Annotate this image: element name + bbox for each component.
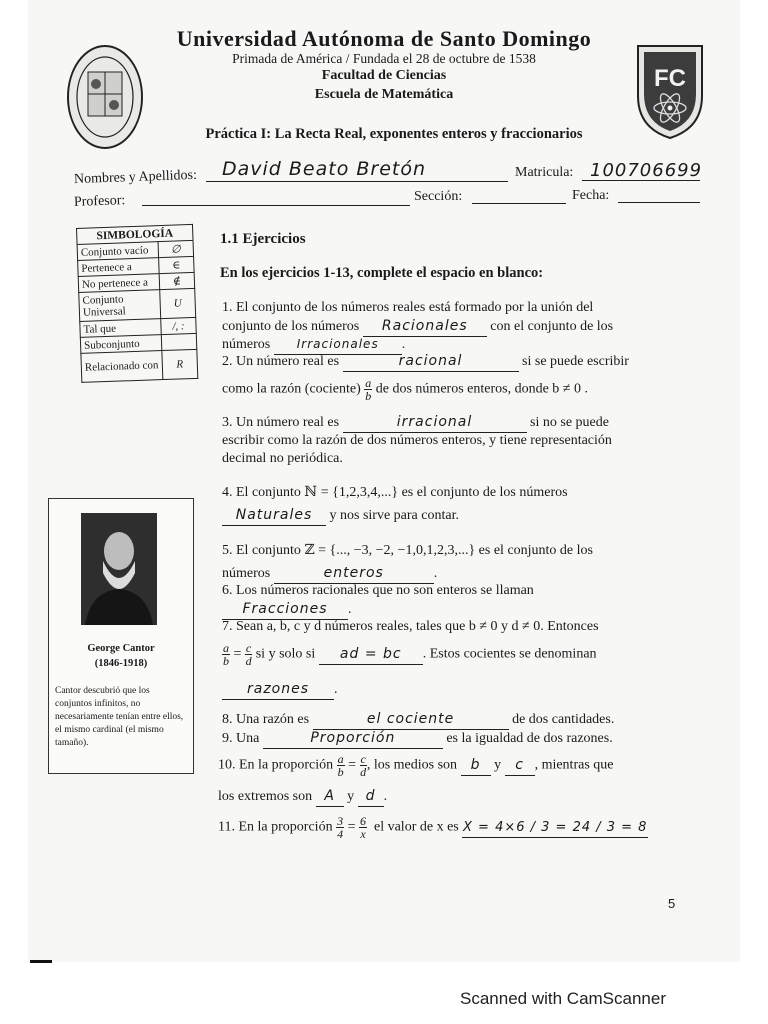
q2-answer[interactable]: racional bbox=[343, 352, 519, 372]
exercise-7-line-2 bbox=[222, 642, 597, 667]
q10-text-5: los extremos son bbox=[218, 789, 313, 804]
q1-text-3: números bbox=[222, 337, 271, 352]
q4-text-2: y nos sirve para contar. bbox=[329, 508, 459, 523]
q10-text-4: , mientras que bbox=[534, 757, 614, 773]
q1-answer-2[interactable]: Irracionales bbox=[274, 335, 402, 355]
symbology-title: SIMBOLOGÍA bbox=[77, 224, 193, 244]
q7-answer-2[interactable]: razones bbox=[222, 680, 334, 700]
q9-text-2: es la igualdad de dos razones. bbox=[446, 731, 613, 746]
q7-text-2: si y solo si bbox=[255, 646, 316, 662]
faculty-name: Facultad de Ciencias bbox=[321, 68, 447, 83]
names-value[interactable]: David Beato Bretón bbox=[222, 158, 427, 180]
matricula-value[interactable]: 100706699 bbox=[590, 160, 703, 181]
exercise-8-line bbox=[222, 710, 614, 730]
symbol-name: Pertenece a bbox=[78, 258, 160, 277]
q8-text: 8. Una razón es bbox=[222, 712, 310, 727]
exercise-10-line-2: los extremos son A y d . bbox=[218, 787, 387, 807]
q2-text: 2. Un número real es bbox=[222, 354, 340, 369]
page-number: 5 bbox=[668, 896, 676, 911]
symbol-glyph: ∅ bbox=[158, 240, 194, 257]
university-name: Universidad Autónoma de Santo Domingo bbox=[176, 26, 592, 51]
exercise-1-line-2 bbox=[222, 317, 613, 337]
q9-text: 9. Una bbox=[222, 731, 260, 746]
exercise-1-line-3: números Irracionales . bbox=[222, 335, 405, 355]
q6-answer[interactable]: Fracciones bbox=[222, 600, 348, 620]
fraction-a-over-b: $\frac{a}{b}$ bbox=[337, 752, 344, 779]
seccion-line[interactable] bbox=[472, 203, 566, 204]
q5-text-2: números bbox=[222, 566, 271, 581]
fraction-c-over-d: $\frac{c}{d}$ bbox=[245, 641, 252, 668]
names-label: Nombres y Apellidos: bbox=[73, 167, 198, 188]
exercise-11-line bbox=[218, 815, 648, 840]
q7-answer-1[interactable]: ad = bc bbox=[319, 645, 423, 665]
symbol-name: Conjunto vacío bbox=[77, 242, 159, 261]
symbol-name: Tal que bbox=[80, 319, 162, 338]
symbology-table bbox=[76, 224, 198, 383]
exercise-6-line-2: Fracciones . bbox=[222, 600, 352, 620]
symbol-name: Subconjunto bbox=[80, 335, 162, 354]
fraction-c-over-d: $\frac{c}{d}$ bbox=[360, 752, 367, 779]
exercise-10-line-1 bbox=[218, 753, 613, 778]
fecha-line[interactable] bbox=[618, 202, 700, 203]
fc-logo-text: FC bbox=[654, 65, 686, 92]
cantor-portrait bbox=[81, 513, 157, 625]
cantor-bio: Cantor descubrió que los conjuntos infinitos, no necesariamente tenían entre ellos, el mismo cardinal (el mismo tamaño). bbox=[55, 686, 184, 748]
exercise-4-line-1: 4. El conjunto ℕ = {1,2,3,4,...} es el conjunto de los números bbox=[222, 485, 568, 500]
symbol-glyph: U bbox=[160, 288, 196, 318]
q10-answer-4[interactable]: d bbox=[358, 787, 384, 807]
exercise-3-line-1 bbox=[222, 413, 609, 433]
fraction-a-over-b: $\frac{a}{b}$ bbox=[223, 641, 229, 668]
cantor-name: George Cantor bbox=[87, 643, 155, 654]
q10-text: 10. En la proporción bbox=[218, 757, 334, 773]
practice-title: Práctica I: La Recta Real, exponentes enteros y fraccionarios bbox=[205, 126, 583, 142]
exercise-5-line-1: 5. El conjunto ℤ = {..., −3, −2, −1,0,1,2,3,...} es el conjunto de los bbox=[222, 543, 593, 558]
exercise-1-line-1: 1. El conjunto de los números reales está formado por la unión del bbox=[222, 300, 594, 315]
scanner-watermark: Scanned with CamScanner bbox=[460, 989, 667, 1008]
fraction-a-over-b: $\frac{a}{b}$ bbox=[365, 376, 372, 403]
university-subtitle: Primada de América / Fundada el 28 de octubre de 1538 bbox=[232, 51, 536, 66]
section-heading: 1.1 Ejercicios bbox=[220, 231, 306, 247]
symbol-glyph bbox=[161, 333, 197, 350]
q2-text-4: de dos números enteros, donde b ≠ 0 . bbox=[375, 381, 588, 397]
q8-text-2: de dos cantidades. bbox=[512, 712, 615, 727]
q3-text-2: si no se puede bbox=[530, 415, 609, 430]
cantor-portrait-icon bbox=[81, 513, 157, 625]
q3-answer[interactable]: irracional bbox=[343, 413, 527, 433]
q11-answer[interactable]: X = 4×6 / 3 = 24 / 3 = 8 bbox=[462, 818, 648, 838]
fraction-3-over-4: $\frac{3}{4}$ bbox=[337, 814, 344, 841]
names-line bbox=[206, 181, 508, 182]
q11-text-2: el valor de x es bbox=[373, 819, 459, 835]
fecha-label: Fecha: bbox=[572, 188, 610, 203]
q11-text: 11. En la proporción bbox=[218, 819, 333, 835]
q10-text-6: y bbox=[347, 789, 355, 804]
equals-sign: = bbox=[348, 757, 356, 773]
q5-answer[interactable]: enteros bbox=[274, 564, 434, 584]
q3-text: 3. Un número real es bbox=[222, 415, 340, 430]
exercise-3-line-2: escribir como la razón de dos números enteros, y tiene representación bbox=[222, 433, 612, 448]
exercise-7-line-3: razones . bbox=[222, 680, 338, 700]
q1-text: conjunto de los números bbox=[222, 319, 360, 334]
q10-answer-3[interactable]: A bbox=[316, 787, 344, 807]
q10-text-2: , los medios son bbox=[366, 757, 458, 773]
symbology-row bbox=[79, 288, 196, 321]
symbol-glyph: ∉ bbox=[159, 272, 195, 289]
q2-text-3: como la razón (cociente) bbox=[222, 381, 361, 397]
school-name: Escuela de Matemática bbox=[314, 87, 454, 102]
section-instruction: En los ejercicios 1-13, complete el espacio en blanco: bbox=[220, 265, 544, 281]
profesor-label: Profesor: bbox=[73, 193, 126, 210]
q9-answer[interactable]: Proporción bbox=[263, 729, 443, 749]
symbol-glyph: ∈ bbox=[159, 256, 195, 273]
q10-text-3: y bbox=[494, 757, 502, 773]
exercise-2-line-1 bbox=[222, 352, 629, 372]
symbol-glyph: R bbox=[162, 349, 198, 379]
q1-answer-1[interactable]: Racionales bbox=[363, 317, 487, 337]
exercise-6-line-1: 6. Los números racionales que no son enteros se llaman bbox=[222, 583, 534, 598]
symbol-name: No pertenece a bbox=[78, 274, 160, 293]
equals-sign: = bbox=[347, 819, 356, 835]
q8-answer[interactable]: el cociente bbox=[313, 710, 509, 730]
symbology-row bbox=[81, 349, 198, 382]
q4-answer[interactable]: Naturales bbox=[222, 506, 326, 526]
fraction-6-over-x: $\frac{6}{x}$ bbox=[359, 814, 366, 841]
exercise-7-line-1: 7. Sean a, b, c y d números reales, tales que b ≠ 0 y d ≠ 0. Entonces bbox=[222, 619, 599, 634]
q10-answer-2[interactable]: c bbox=[505, 756, 535, 776]
exercise-4-line-2 bbox=[222, 506, 459, 526]
exercise-3-line-3: decimal no periódica. bbox=[222, 451, 343, 466]
matricula-label: Matricula: bbox=[515, 165, 574, 180]
equals-sign: = bbox=[233, 646, 242, 662]
exercise-9-line bbox=[222, 729, 613, 749]
q7-text-3: . Estos cocientes se denominan bbox=[422, 646, 597, 662]
profesor-line[interactable] bbox=[142, 205, 410, 206]
symbol-name: Conjunto Universal bbox=[79, 290, 161, 322]
exercise-5-line-2: números enteros . bbox=[222, 564, 437, 584]
seccion-label: Sección: bbox=[414, 189, 463, 204]
symbol-glyph: /, : bbox=[161, 317, 197, 334]
symbol-name: Relacionado con bbox=[81, 351, 163, 383]
q1-text-2: con el conjunto de los bbox=[490, 319, 614, 334]
q10-answer-1[interactable]: b bbox=[461, 756, 491, 776]
cantor-box bbox=[48, 498, 194, 774]
exercise-2-line-2 bbox=[222, 377, 588, 402]
cantor-years: (1846-1918) bbox=[94, 658, 148, 669]
scan-edge-mark bbox=[30, 960, 52, 963]
q2-text-2: si se puede escribir bbox=[522, 354, 629, 369]
